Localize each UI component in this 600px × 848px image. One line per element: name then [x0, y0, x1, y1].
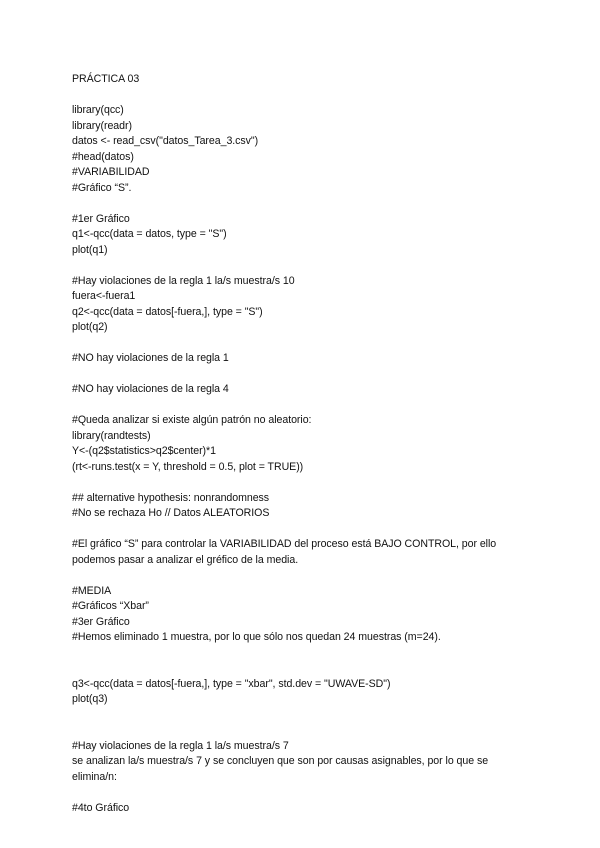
comment-line: ## alternative hypothesis: nonrandomness — [72, 491, 270, 504]
comment-line: #NO hay violaciones de la regla 4 — [72, 383, 229, 395]
blank-line — [72, 568, 542, 584]
code-line: q2<-qcc(data = datos[-fuera,], type = "S") — [72, 305, 263, 318]
blank-line — [72, 785, 542, 801]
blank-line — [72, 367, 542, 383]
comment-line: #Hay violaciones de la regla 1 la/s muestra/s 10 — [72, 274, 295, 287]
document-title: PRÁCTICA 03 — [72, 73, 140, 85]
code-line: plot(q3) — [72, 693, 108, 705]
code-line: datos <- read_csv("datos_Tarea_3.csv") — [72, 135, 259, 147]
blank-line — [72, 398, 542, 414]
code-line: (rt<-runs.test(x = Y, threshold = 0.5, plot = TRUE)) — [72, 460, 304, 473]
comment-line: #head(datos) — [72, 150, 134, 163]
comment-line: #El gráfico “S” para controlar la VARIABILIDAD del proceso está BAJO CONTROL, por ello — [72, 538, 497, 550]
comment-line: #Hay violaciones de la regla 1 la/s muestra/s 7 — [72, 739, 289, 752]
text-line: podemos pasar a analizar el gréfico de la media. — [72, 553, 299, 566]
blank-line — [72, 708, 542, 724]
code-line: library(readr) — [72, 119, 132, 132]
text-line: elimina/n: — [72, 770, 117, 783]
comment-line: #Hemos eliminado 1 muestra, por lo que sólo nos quedan 24 muestras (m=24). — [72, 631, 441, 643]
blank-line — [72, 522, 542, 538]
comment-line: #1er Gráfico — [72, 212, 130, 225]
comment-line: #Gráficos “Xbar” — [72, 600, 149, 612]
comment-line: #MEDIA — [72, 584, 112, 597]
comment-line: #Gráfico “S”. — [72, 181, 132, 194]
blank-line — [72, 258, 542, 274]
code-line: plot(q1) — [72, 243, 108, 256]
code-line: Y<-(q2$statistics>q2$center)*1 — [72, 445, 216, 457]
comment-line: #Queda analizar si existe algún patrón no aleatorio: — [72, 414, 312, 426]
blank-line — [72, 196, 542, 212]
blank-line — [72, 723, 542, 739]
code-line: library(qcc) — [72, 104, 124, 116]
code-line: q1<-qcc(data = datos, type = "S") — [72, 228, 227, 240]
comment-line: #4to Gráfico — [72, 801, 130, 814]
comment-line: #VARIABILIDAD — [72, 166, 150, 178]
blank-line — [72, 336, 542, 352]
comment-line: #No se rechaza Ho // Datos ALEATORIOS — [72, 507, 270, 519]
code-line: fuera<-fuera1 — [72, 290, 136, 302]
code-line: q3<-qcc(data = datos[-fuera,], type = "xbar", std.dev = "UWAVE-SD") — [72, 677, 391, 690]
code-line: plot(q2) — [72, 321, 108, 333]
blank-line — [72, 475, 542, 491]
comment-line: #NO hay violaciones de la regla 1 — [72, 352, 229, 364]
blank-line — [72, 661, 542, 677]
document-page — [72, 72, 542, 816]
comment-line: #3er Gráfico — [72, 615, 130, 628]
blank-line — [72, 646, 542, 662]
blank-line — [72, 88, 542, 104]
text-line: se analizan la/s muestra/s 7 y se concluyen que son por causas asignables, por lo que se — [72, 755, 489, 767]
code-line: library(randtests) — [72, 429, 151, 442]
